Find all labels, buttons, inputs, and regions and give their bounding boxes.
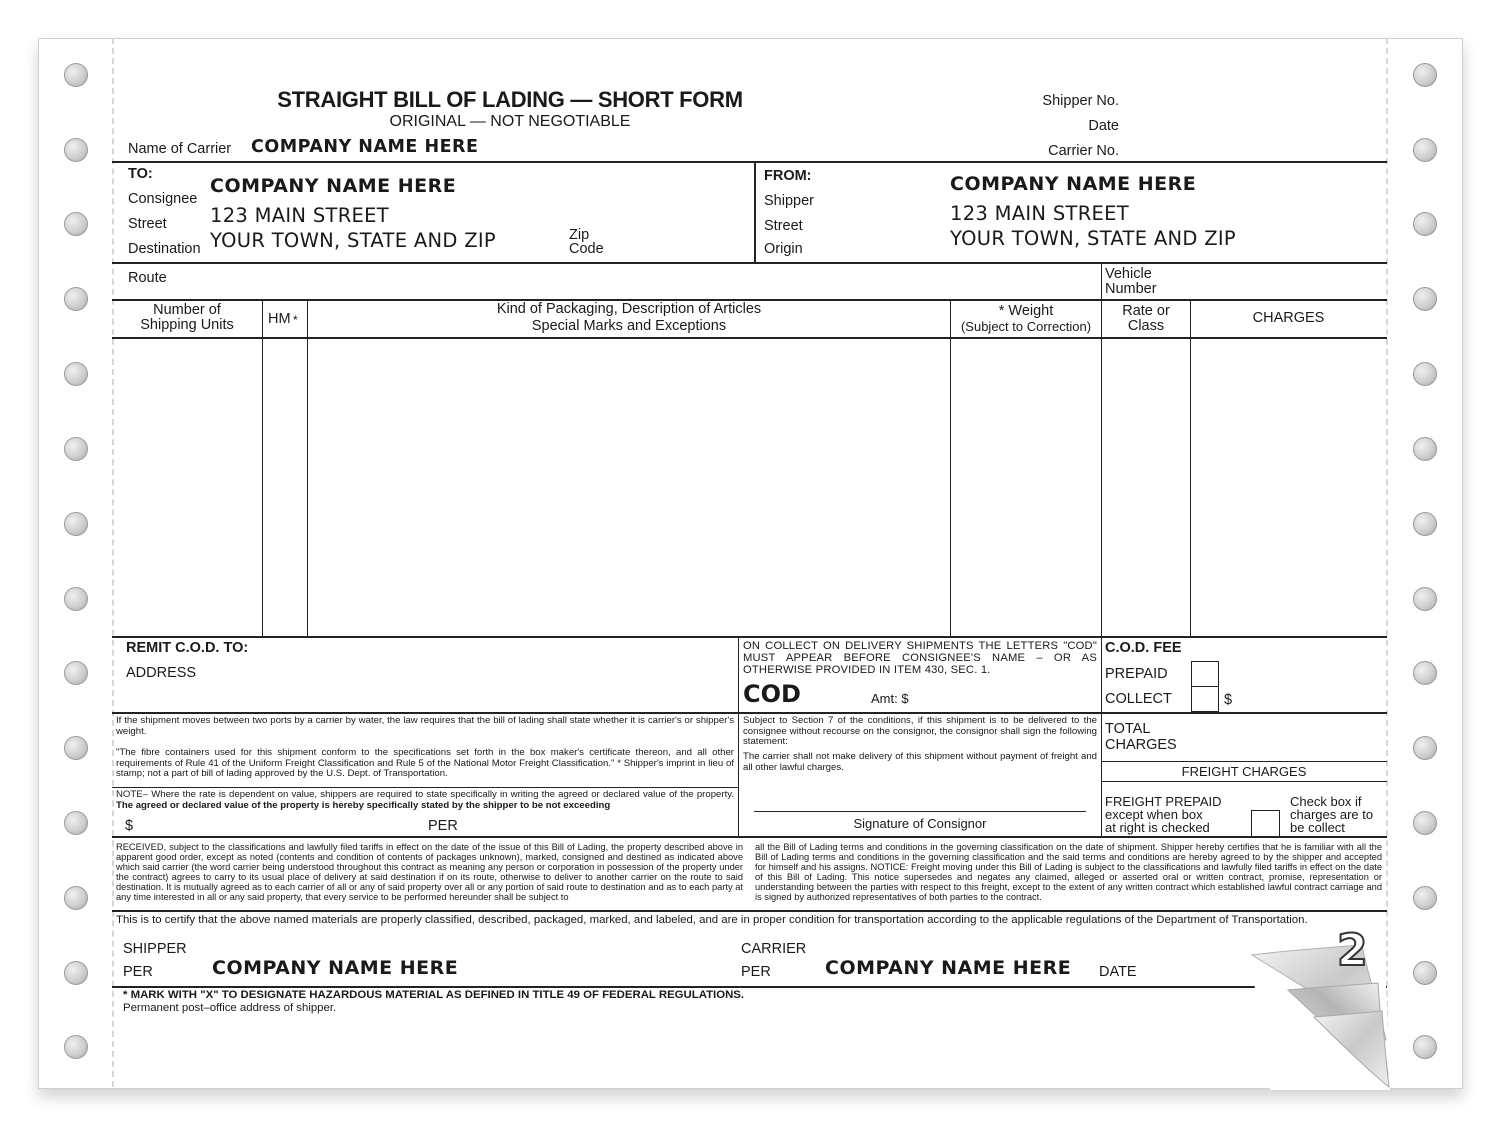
feed-hole [64,961,88,985]
right-perforation [1386,38,1388,1087]
col-divider-desc [950,300,951,636]
part-number: 2 [1337,925,1368,976]
sig-shipper-label: SHIPPER [123,941,187,957]
feed-hole [64,811,88,835]
rule-note-top [112,787,738,788]
feed-hole [1413,362,1437,386]
carrier-company-name[interactable]: COMPANY NAME HERE [251,137,479,157]
col-weight-label-2: (Subject to Correction) [960,319,1092,334]
feed-hole [1413,437,1437,461]
consignee-city[interactable]: YOUR TOWN, STATE AND ZIP [210,229,496,252]
note-text-plain: NOTE– Where the rate is dependent on value, shippers are required to state specifically in writing the agreed or declared value of the property. [116,790,734,800]
col-charges-label: CHARGES [1252,310,1325,326]
feed-hole [64,512,88,536]
rule-signature-bottom [112,986,1387,988]
col-units-label: Number of [153,302,221,318]
rule-received-bottom [112,910,1387,912]
sig-shipper-per-label: PER [123,964,153,980]
remit-cod-label: REMIT C.O.D. TO: [126,640,249,656]
declared-value-dollar: $ [125,818,134,834]
hazmat-footnote: * MARK WITH "X" TO DESIGNATE HAZARDOUS MATERIAL AS DEFINED IN TITLE 49 OF FEDERAL REGULATIONS. [123,989,745,1001]
shipper-city[interactable]: YOUR TOWN, STATE AND ZIP [950,227,1236,250]
freight-prepaid-label: FREIGHT PREPAID [1105,794,1222,809]
col-divider-units [262,300,263,636]
section7-text: Subject to Section 7 of the conditions, if this shipment is to be delivered to the consignee without recourse on the consignor, the consignor shall sign the following statement: [743,716,1097,748]
declared-value-per: PER [428,818,458,834]
rule-terms-bottom [112,836,1387,838]
feed-hole [1413,287,1437,311]
left-perforation [112,38,114,1087]
feed-hole [64,63,88,87]
page-curl-graphic [1250,945,1390,1090]
feed-hole [64,736,88,760]
freight-collect-checkbox[interactable] [1251,810,1280,837]
vehicle-label: Vehicle [1105,266,1152,282]
received-text-left: RECEIVED, subject to the classifications and lawfully filed tariffs in effect on the date of the issue of this Bill of Lading, the property described above in apparent good order, except as noted (contents and condition of contents of packages unknown), marked, consigned and destined as indicated above which said carrier (the word carrier being understood throughout this contract as meaning any person or corporation in possession of the property under the contract) agrees to carry to its usual place of delivery at said destination if on its route, otherwise to deliver to another carrier on the route to said destination. It is mutually agreed as to each carrier of all or any of said property over all or any portion of said route to destination and as to each party at any time interested in all or any said property, that every service to be performed hereunder shall be subject to [116,842,743,903]
feed-hole [64,362,88,386]
zip-label: Zip [569,227,590,243]
sig-carrier-company[interactable]: COMPANY NAME HERE [825,957,1072,979]
check-box-label-3: be collect [1290,820,1345,835]
rule-table-header-bottom [112,337,1387,339]
col-hm-label: HM [268,311,291,327]
cod-fee-label: C.O.D. FEE [1105,640,1182,656]
cod-amount-label: Amt: $ [871,691,909,706]
section7-text-2: The carrier shall not make delivery of this shipment without payment of freight and all other lawful charges. [743,752,1097,773]
route-label: Route [128,270,167,286]
feed-hole [64,587,88,611]
rule-header-bottom [112,161,1387,163]
total-charges-label: TOTAL [1105,721,1151,737]
col-divider-weight [1101,300,1102,636]
water-carrier-text: If the shipment moves between two ports by a carrier by water, the law requires that the bill of lading shall state whether it is carrier's or shipper's weight. [116,716,734,737]
note-text [116,790,734,811]
feed-hole [1413,1035,1437,1059]
sig-date-label: DATE [1099,964,1137,980]
address-label: ADDRESS [126,665,197,681]
collect-checkbox[interactable] [1191,686,1219,712]
feed-hole [64,287,88,311]
except-when-label: except when box [1105,807,1203,822]
origin-label: Origin [764,241,803,257]
feed-hole [1413,886,1437,910]
feed-hole [64,886,88,910]
feed-hole [1413,736,1437,760]
certify-text: This is to certify that the above named materials are properly classified, described, packaged, marked, and labeled, and are in proper condition for transportation according to the applicable regulations of the Department of Transportation. [116,914,1308,926]
col-rate-label: Rate or [1122,303,1170,319]
date-label: Date [1088,118,1119,134]
feed-hole [1413,63,1437,87]
sig-shipper-company[interactable]: COMPANY NAME HERE [212,957,459,979]
feed-hole [1413,138,1437,162]
note-text-bold: The agreed or declared value of the property is hereby specifically stated by the shipper to be not exceeding [116,799,611,811]
permanent-address-note: Permanent post–office address of shipper. [123,1002,337,1014]
shipper-company[interactable]: COMPANY NAME HERE [950,173,1197,195]
vehicle-number-label: Number [1105,281,1157,297]
feed-hole [64,661,88,685]
rule-cod-bottom [112,712,1387,714]
except-when-label-2: at right is checked [1105,820,1210,835]
name-of-carrier-label: Name of Carrier [128,141,232,157]
to-from-divider [754,162,756,262]
col-units-label-2: Shipping Units [140,317,234,333]
feed-hole [64,212,88,236]
feed-hole [1413,961,1437,985]
rule-total-bottom [1101,761,1387,762]
consignee-street[interactable]: 123 MAIN STREET [210,204,390,227]
rule-address-bottom [112,262,1387,264]
vehicle-divider [1101,263,1102,299]
feed-hole [1413,587,1437,611]
consignor-signature-label: Signature of Consignor [853,816,987,831]
sig-carrier-per-label: PER [741,964,771,980]
rule-table-bottom [112,636,1387,638]
to-street-label: Street [128,216,167,232]
carrier-no-label: Carrier No. [1048,143,1119,159]
col-divider-rate [1190,300,1191,636]
feed-hole [1413,811,1437,835]
prepaid-label: PREPAID [1105,666,1168,682]
col-hm-star: * [293,313,298,327]
rule-freight-charges [1101,781,1387,782]
col-desc-label: Kind of Packaging, Description of Articles [496,301,762,317]
total-charges-label-2: CHARGES [1105,737,1177,753]
shipper-no-label: Shipper No. [1042,93,1119,109]
shipper-label: Shipper [764,193,814,209]
col-weight-label: * Weight [998,303,1054,319]
feed-hole [64,437,88,461]
received-text-right: all the Bill of Lading terms and conditions in the governing classification on the date of shipment. Shipper hereby certifies that he is familiar with all the Bill of Lading terms and conditions in the governing classification and the said terms and conditions are hereby agreed to by the shipper and accepted for himself and his assigns. NOTICE: Freight moving under this Bill of Lading is subject to the classifications and lawfully filed tariffs in effect on the date of this Bill of Lading. This notice supersedes and negates any claimed, alleged or asserted oral or written contract, promise, representation or understanding between the parties with respect to this freight, except to the extent of any written contract which established lawful contract carriage and is signed by authorized representatives of both parties to the contract. [755,842,1382,903]
feed-hole [64,1035,88,1059]
cod-notice: ON COLLECT ON DELIVERY SHIPMENTS THE LETTERS "COD" MUST APPEAR BEFORE CONSIGNEE'S NAME – OR AS OTHERWISE PROVIDED IN ITEM 430, SEC. 1. [743,640,1097,677]
destination-label: Destination [128,241,201,257]
col-divider-hm [307,300,308,636]
freight-charges-label: FREIGHT CHARGES [1181,764,1307,779]
to-heading: TO: [128,166,153,182]
cod-divider-right [1101,637,1102,836]
cod-label: COD [743,680,801,708]
collect-label: COLLECT [1105,691,1172,707]
zip-code-label: Code [569,241,604,257]
fibre-container-text: "The fibre containers used for this shipment conform to the specifications set forth in the box maker's certificate thereon, and all other requirements of Rule 41 of the Uniform Freight Classification and Rule 5 of the National Motor Freight Classification." * Shipper's imprint in lieu of stamp; not a part of bill of lading approved by the U.S. Dept. of Transportation. [116,748,734,780]
from-heading: FROM: [764,168,812,184]
consignee-company[interactable]: COMPANY NAME HERE [210,175,457,197]
feed-hole [1413,512,1437,536]
form-title: STRAIGHT BILL OF LADING — SHORT FORM [277,87,743,112]
feed-hole [64,138,88,162]
col-class-label: Class [1127,318,1165,334]
col-desc-label-2: Special Marks and Exceptions [531,318,727,334]
check-box-label: Check box if [1290,794,1362,809]
feed-hole [1413,661,1437,685]
sig-carrier-label: CARRIER [741,941,807,957]
form-subtitle: ORIGINAL — NOT NEGOTIABLE [389,113,631,130]
feed-hole [1413,212,1437,236]
collect-dollar: $ [1224,692,1233,708]
consignor-signature-line[interactable] [754,811,1086,812]
consignee-label: Consignee [128,191,198,207]
cod-divider-left [738,637,739,836]
from-street-label: Street [764,218,803,234]
shipper-street[interactable]: 123 MAIN STREET [950,202,1130,225]
check-box-label-2: charges are to [1290,807,1374,822]
prepaid-checkbox[interactable] [1191,661,1219,687]
